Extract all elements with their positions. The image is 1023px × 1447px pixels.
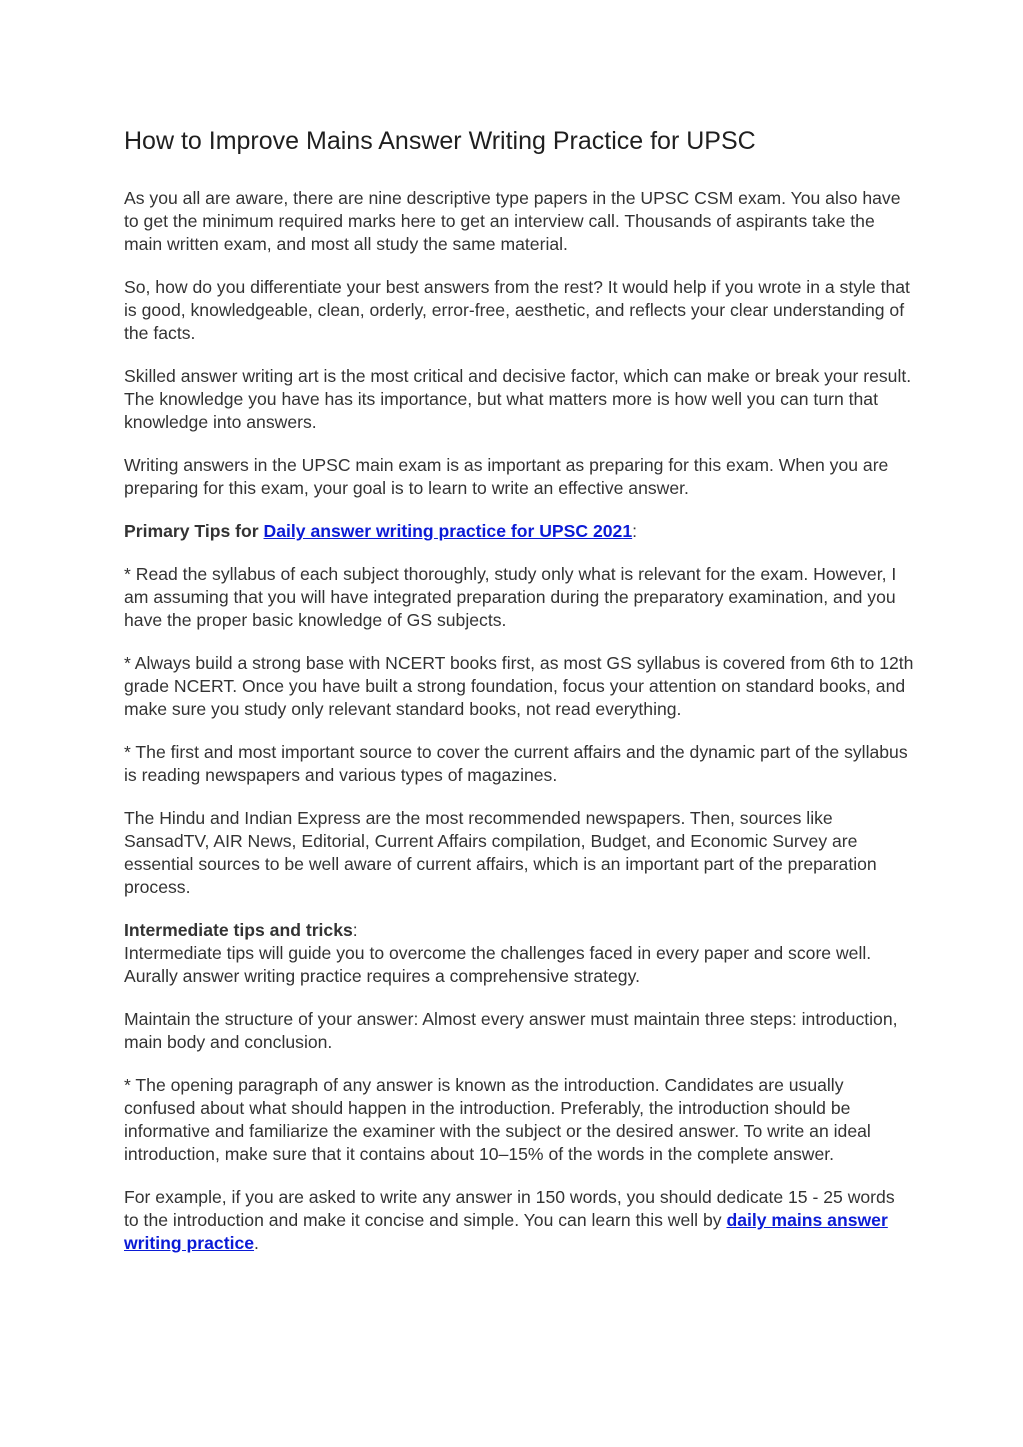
document-title: How to Improve Mains Answer Writing Practice for UPSC	[124, 127, 756, 155]
tip-ncert: * Always build a strong base with NCERT books first, as most GS syllabus is covered from 6th to 12th grade NCERT. Once you have built a strong foundation, focus your attention on standard books, and make sure you study only relevant standard books, not read everything.	[124, 653, 914, 719]
intermediate-tips-colon: :	[352, 920, 358, 940]
tip-current-affairs: * The first and most important source to cover the current affairs and the dynamic part of the syllabus is reading newspapers and various types of magazines.	[124, 742, 908, 785]
primary-tips-colon: :	[632, 521, 638, 541]
paragraph-intermediate: Intermediate tips will guide you to overcome the challenges faced in every paper and score well. Aurally answer writing practice requires a comprehensive strategy.	[124, 943, 872, 986]
paragraph-differentiate: So, how do you differentiate your best answers from the rest? It would help if you wrote in a style that is good, knowledgeable, clean, orderly, error-free, aesthetic, and reflects your clear understanding of the facts.	[124, 277, 910, 343]
paragraph-structure: Maintain the structure of your answer: Almost every answer must maintain three steps: introduction, main body and conclusion.	[124, 1009, 898, 1052]
tip-introduction: * The opening paragraph of any answer is known as the introduction. Candidates are usually confused about what should happen in the introduction. Preferably, the introduction should be informative and familiarize the examiner with the subject or the desired answer. To write an ideal introduction, make sure that it contains about 10–15% of the words in the complete answer.	[124, 1075, 871, 1164]
daily-mains-practice-link[interactable]: daily mains answer writing practice	[124, 1210, 888, 1253]
tip-syllabus: * Read the syllabus of each subject thoroughly, study only what is relevant for the exam. However, I am assuming that you will have integrated preparation during the preparatory examination, and you have the proper basic knowledge of GS subjects.	[124, 564, 897, 630]
primary-tips-heading	[124, 520, 914, 543]
daily-answer-writing-link[interactable]: Daily answer writing practice for UPSC 2021	[263, 521, 633, 541]
primary-tips-label: Primary Tips for	[124, 521, 264, 541]
document-page	[124, 123, 914, 1275]
intermediate-tips-heading	[124, 919, 914, 942]
paragraph-importance: Writing answers in the UPSC main exam is as important as preparing for this exam. When you are preparing for this exam, your goal is to learn to write an effective answer.	[124, 455, 889, 498]
paragraph-example	[124, 1186, 914, 1255]
intermediate-tips-label: Intermediate tips and tricks	[124, 920, 353, 940]
paragraph-intro: As you all are aware, there are nine descriptive type papers in the UPSC CSM exam. You also have to get the minimum required marks here to get an interview call. Thousands of aspirants take the main written exam, and most all study the same material.	[124, 188, 901, 254]
example-text: For example, if you are asked to write any answer in 150 words, you should dedicate 15 - 25 words to the introduction and make it concise and simple. You can learn this well by	[124, 1187, 895, 1230]
paragraph-newspapers: The Hindu and Indian Express are the most recommended newspapers. Then, sources like SansadTV, AIR News, Editorial, Current Affairs compilation, Budget, and Economic Survey are essential sources to be well aware of current affairs, which is an important part of the preparation process.	[124, 808, 877, 897]
example-period: .	[254, 1233, 259, 1253]
paragraph-skilled-writing: Skilled answer writing art is the most critical and decisive factor, which can make or break your result. The knowledge you have has its importance, but what matters more is how well you can turn that knowledge into answers.	[124, 366, 912, 432]
